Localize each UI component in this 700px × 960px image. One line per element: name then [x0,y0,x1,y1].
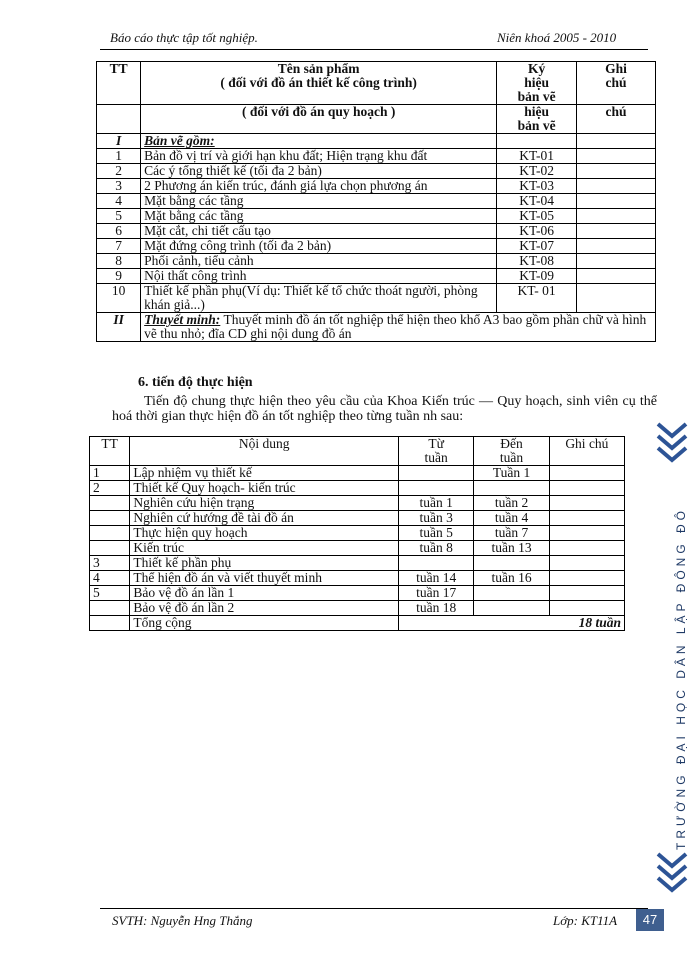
col-note-l2: chú [605,75,627,90]
row-content: Bảo vệ đồ án lần 1 [130,586,399,601]
row-symbol: KT-09 [497,269,577,284]
row-note [577,284,656,313]
row-note [549,526,624,541]
col-from-l1: Từ [428,436,444,451]
col-to-l1: Đến [500,436,523,451]
schedule-table [89,436,625,631]
section-label: Thuyết minh: [144,312,221,327]
footer-divider [100,908,648,909]
row-content: Thể hiện đồ án và viết thuyết minh [130,571,399,586]
row-number: 5 [90,586,130,601]
row-number: 2 [90,481,130,496]
row-from: tuần 17 [399,586,474,601]
row-content: Nghiên cứ hướng đề tài đồ án [130,511,399,526]
table-row [97,254,656,269]
row-note [549,511,624,526]
row-symbol: KT-06 [497,224,577,239]
table-row [97,284,656,313]
row-name: Mặt bằng các tầng [141,209,497,224]
row-number: 1 [97,149,141,164]
row-number: 8 [97,254,141,269]
row-to: tuần 7 [474,526,549,541]
row-number: 4 [97,194,141,209]
table-row [90,496,625,511]
table-row [97,164,656,179]
row-name: 2 Phương án kiến trúc, đánh giá lựa chọn phương án [141,179,497,194]
footer-class: Lớp: KT11A [553,913,618,928]
row-symbol: KT-05 [497,209,577,224]
col-name [141,62,497,105]
table-row [97,269,656,284]
row-to: tuần 16 [474,571,549,586]
row-to [474,586,549,601]
col-note-l1: Ghi [605,61,627,76]
table-row [90,571,625,586]
row-number: 1 [90,466,130,481]
table-row [90,466,625,481]
chevron-down-icon [654,850,690,900]
row-note [549,541,624,556]
row-content: Thực hiện quy hoạch [130,526,399,541]
empty-cell [497,134,577,149]
row-note [549,466,624,481]
row-note [577,179,656,194]
row-number [90,496,130,511]
col-note: Ghi chú [549,437,624,466]
row-name: Mặt bằng các tầng [141,194,497,209]
table-row [90,511,625,526]
section-heading: 6. tiến độ thực hiện [138,375,253,390]
row-from: tuần 14 [399,571,474,586]
table-row [97,179,656,194]
row-note [549,586,624,601]
table-row [90,586,625,601]
row-number: 5 [97,209,141,224]
row-from: tuần 3 [399,511,474,526]
row-symbol: KT-03 [497,179,577,194]
row-content: Bảo vệ đồ án lần 2 [130,601,399,616]
col-note-2: chú [577,105,656,134]
section-title: Bản vẽ gồm: [141,134,497,149]
row-from [399,481,474,496]
row-number: 3 [97,179,141,194]
row-number [90,541,130,556]
products-body [97,149,656,313]
row-symbol: KT-01 [497,149,577,164]
row-number [90,526,130,541]
row-name: Mặt đứng công trình (tối đa 2 bản) [141,239,497,254]
row-content: Lập nhiệm vụ thiết kế [130,466,399,481]
row-note [577,164,656,179]
col-from [399,437,474,466]
row-symbol: KT-08 [497,254,577,269]
row-to [474,556,549,571]
row-name: Các ý tổng thiết kế (tối đa 2 bản) [141,164,497,179]
row-note [549,496,624,511]
table-row [90,481,625,496]
row-from [399,556,474,571]
row-number: 4 [90,571,130,586]
row-name: Nội thất công trình [141,269,497,284]
section-number: I [97,134,141,149]
row-note [577,269,656,284]
row-from: tuần 18 [399,601,474,616]
section-row [97,134,656,149]
header-right: Niên khoá 2005 - 2010 [497,30,617,45]
col-to [474,437,549,466]
row-note [577,239,656,254]
table-row [90,556,625,571]
row-to: tuần 2 [474,496,549,511]
row-symbol: KT-04 [497,194,577,209]
row-note [577,194,656,209]
row-number [90,511,130,526]
section-number: II [97,313,141,342]
row-note [577,209,656,224]
row-number: 9 [97,269,141,284]
table-row [97,239,656,254]
row-name: Phối cảnh, tiểu cảnh [141,254,497,269]
schedule-body [90,466,625,616]
row-note [577,149,656,164]
col-name-line2: ( đối với đồ án thiết kế công trình) [220,75,417,90]
row-note [549,571,624,586]
empty-cell [90,616,130,631]
row-note [577,224,656,239]
table-row [90,601,625,616]
section-paragraph: Tiến độ chung thực hiện theo yêu cầu của Khoa Kiến trúc — Quy hoạch, sinh viên cụ thể hoá thời gian thực hiện đồ án tốt nghiệp theo từng tuần nh sau: [112,394,657,424]
col-content: Nội dung [130,437,399,466]
row-note [577,254,656,269]
row-symbol: KT- 01 [497,284,577,313]
row-content: Kiến trúc [130,541,399,556]
table-row [97,209,656,224]
section-description [141,313,656,342]
row-name: Mặt cắt, chi tiết cấu tạo [141,224,497,239]
col-symbol-2-l1: hiệu [524,104,549,119]
row-symbol: KT-07 [497,239,577,254]
table-header-row [90,437,625,466]
row-from: tuần 1 [399,496,474,511]
row-number: 2 [97,164,141,179]
row-content: Thiết kế Quy hoạch- kiến trúc [130,481,399,496]
col-symbol-l3: bản vẽ [517,89,556,104]
table-row [90,526,625,541]
col-from-l2: tuần [424,450,448,465]
col-symbol-l2: hiệu [524,75,549,90]
row-from: tuần 5 [399,526,474,541]
col-name-planning: ( đối với đồ án quy hoạch ) [141,105,497,134]
col-to-l2: tuần [499,450,524,465]
table-header-row [97,62,656,105]
empty-cell [577,134,656,149]
row-content: Thiết kế phần phụ [130,556,399,571]
row-note [549,556,624,571]
row-to: Tuần 1 [474,466,549,481]
row-note [549,601,624,616]
row-to [474,481,549,496]
table-row [97,149,656,164]
col-note [577,62,656,105]
row-number: 10 [97,284,141,313]
empty-cell [97,105,141,134]
total-label: Tổng cộng [130,616,399,631]
header-divider [100,49,648,50]
row-symbol: KT-02 [497,164,577,179]
row-content: Nghiên cứu hiện trạng [130,496,399,511]
sidebar-banner: TRƯỜNG ĐẠI HỌC DÂN LẬP ĐÔNG ĐÔ [654,420,694,890]
row-to [474,601,549,616]
row-note [549,481,624,496]
table-row [97,194,656,209]
total-row [90,616,625,631]
row-number: 7 [97,239,141,254]
row-name: Bản đồ vị trí và giới hạn khu đất; Hiện trạng khu đất [141,149,497,164]
col-symbol-2 [497,105,577,134]
section-row [97,313,656,342]
col-name-line1: Tên sản phẩm [277,61,360,76]
col-tt: TT [97,62,141,105]
row-from [399,466,474,481]
page-number: 47 [636,909,664,931]
col-symbol-l1: Ký [527,61,546,76]
table-row [90,541,625,556]
table-row [97,224,656,239]
table-header-row-2 [97,105,656,134]
footer-student: SVTH: Nguyễn Hng Thắng [112,913,253,928]
total-value: 18 tuần [399,616,625,631]
col-tt: TT [90,437,130,466]
row-from: tuần 8 [399,541,474,556]
row-name: Thiết kế phần phụ(Ví dụ: Thiết kế tổ chức thoát người, phòng khán giả...) [141,284,497,313]
products-table [96,61,656,342]
row-number: 6 [97,224,141,239]
header-left: Báo cáo thực tập tốt nghiệp. [110,30,258,45]
section-text: Thuyết minh đồ án tốt nghiệp thể hiện theo khổ A3 bao gồm phần chữ và hình vẽ thu nhỏ; đĩa CD ghi nội dung đồ án [144,312,647,341]
row-number [90,601,130,616]
row-to: tuần 4 [474,511,549,526]
col-symbol-2-l2: bản vẽ [517,118,556,133]
chevron-down-icon [654,420,690,470]
col-symbol [497,62,577,105]
row-number: 3 [90,556,130,571]
row-to: tuần 13 [474,541,549,556]
